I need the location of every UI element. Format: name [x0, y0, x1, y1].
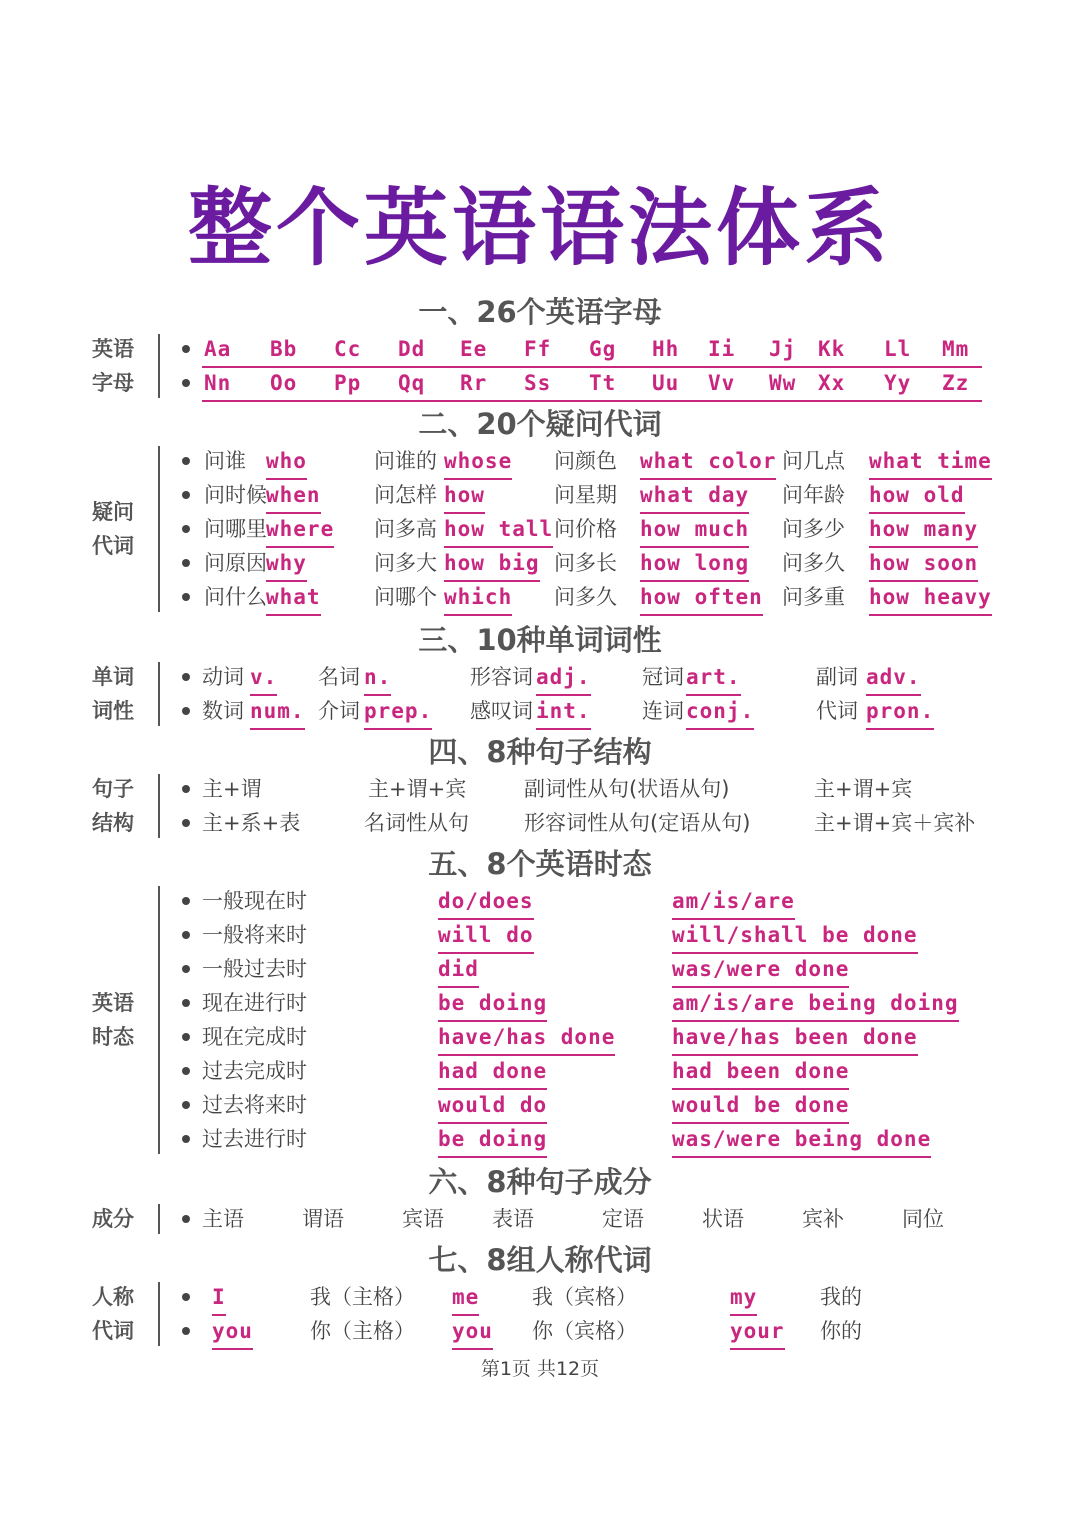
structure-item: 副词性从句(状语从句) — [524, 777, 730, 801]
section-divider — [158, 774, 160, 838]
structure-item: 主+谓 — [202, 777, 262, 801]
pronoun-english: your — [730, 1314, 785, 1350]
bullet-icon — [182, 457, 190, 465]
list-item — [182, 772, 1002, 806]
tense-passive: was/were being done — [672, 1122, 931, 1158]
letter-pair: Tt — [589, 371, 617, 395]
term-label: 问颜色 — [554, 449, 617, 473]
list-item — [182, 1314, 1002, 1348]
term-english: how many — [869, 512, 978, 548]
section-heading: 七、8组人称代词 — [428, 1243, 652, 1277]
letter-pair: Ss — [524, 371, 552, 395]
term-label: 问价格 — [554, 517, 617, 541]
letter-pair: Gg — [589, 337, 617, 361]
section-label: 英语 — [92, 337, 134, 361]
list-item — [182, 332, 1002, 366]
letter-pair: Cc — [334, 337, 362, 361]
letter-pair: Dd — [398, 337, 426, 361]
tense-passive: had been done — [672, 1054, 849, 1090]
structure-item: 主+谓+宾＋宾补 — [814, 811, 976, 835]
term-english: art. — [686, 660, 741, 696]
term-label: 问几点 — [782, 449, 845, 473]
list-item — [182, 546, 1002, 580]
section-label: 结构 — [92, 811, 134, 835]
list-item — [182, 1054, 1002, 1088]
letter-pair: Qq — [398, 371, 426, 395]
sentence-component: 表语 — [492, 1207, 534, 1231]
term-label: 问哪里 — [204, 517, 267, 541]
sentence-component: 同位 — [902, 1207, 944, 1231]
section-label: 英语 — [92, 991, 134, 1015]
letter-pair: Vv — [708, 371, 736, 395]
section-divider — [158, 334, 160, 398]
term-english: prep. — [364, 694, 432, 730]
term-label: 问多少 — [782, 517, 845, 541]
list-item — [182, 366, 1002, 400]
term-label: 问时候 — [204, 483, 267, 507]
tense-passive: was/were done — [672, 952, 849, 988]
structure-item: 名词性从句 — [364, 811, 469, 835]
section-heading: 一、26个英语字母 — [418, 295, 662, 329]
list-item — [182, 1280, 1002, 1314]
letter-pair: Zz — [942, 371, 970, 395]
pronoun-meaning: 我的 — [820, 1285, 862, 1309]
section-divider — [158, 886, 160, 1154]
sentence-component: 定语 — [602, 1207, 644, 1231]
section-heading: 四、8种句子结构 — [428, 735, 652, 769]
section-heading: 六、8种句子成分 — [428, 1165, 652, 1199]
bullet-icon — [182, 999, 190, 1007]
bullet-icon — [182, 345, 190, 353]
term-english: how much — [640, 512, 749, 548]
pronoun-meaning: 我（主格） — [310, 1285, 415, 1309]
tense-active: had done — [438, 1054, 547, 1090]
term-english: what — [266, 580, 321, 616]
tense-name: 过去将来时 — [202, 1093, 307, 1117]
section-label: 时态 — [92, 1025, 134, 1049]
bullet-icon — [182, 819, 190, 827]
term-label: 副词 — [816, 665, 858, 689]
list-item — [182, 884, 1002, 918]
bullet-icon — [182, 491, 190, 499]
term-english: where — [266, 512, 334, 548]
term-english: conj. — [686, 694, 754, 730]
term-english: adv. — [866, 660, 921, 696]
term-label: 问多久 — [782, 551, 845, 575]
list-item — [182, 806, 1002, 840]
pronoun-meaning: 你（主格） — [310, 1319, 415, 1343]
term-label: 问多高 — [374, 517, 437, 541]
term-english: how old — [869, 478, 965, 514]
term-label: 介词 — [318, 699, 360, 723]
term-english: why — [266, 546, 307, 582]
bullet-icon — [182, 965, 190, 973]
letter-pair: Aa — [204, 337, 232, 361]
letter-pair: Nn — [204, 371, 232, 395]
section-label: 单词 — [92, 665, 134, 689]
letter-pair: Rr — [460, 371, 488, 395]
letter-pair: Ff — [524, 337, 552, 361]
pronoun-english: I — [212, 1280, 226, 1316]
term-label: 问年龄 — [782, 483, 845, 507]
tense-passive: am/is/are — [672, 884, 795, 920]
tense-name: 一般现在时 — [202, 889, 307, 913]
section-label: 代词 — [92, 534, 134, 558]
section-heading: 五、8个英语时态 — [428, 847, 652, 881]
letter-pair: Yy — [884, 371, 912, 395]
term-english: how heavy — [869, 580, 992, 616]
tense-active: be doing — [438, 1122, 547, 1158]
term-english: n. — [364, 660, 391, 696]
structure-item: 主+系+表 — [202, 811, 301, 835]
section-divider — [158, 1204, 160, 1234]
list-item — [182, 512, 1002, 546]
section-label: 人称 — [92, 1285, 134, 1309]
letter-pair: Oo — [270, 371, 298, 395]
term-english: which — [444, 580, 512, 616]
structure-item: 主+谓+宾 — [368, 777, 467, 801]
term-label: 问哪个 — [374, 585, 437, 609]
list-item — [182, 444, 1002, 478]
letter-pair: Kk — [818, 337, 846, 361]
term-label: 问星期 — [554, 483, 617, 507]
letter-pair: Ii — [708, 337, 736, 361]
section-label: 代词 — [92, 1319, 134, 1343]
term-label: 数词 — [202, 699, 244, 723]
term-english: when — [266, 478, 321, 514]
tense-name: 现在完成时 — [202, 1025, 307, 1049]
bullet-icon — [182, 897, 190, 905]
section-label: 字母 — [92, 371, 134, 395]
structure-item: 形容词性从句(定语从句) — [524, 811, 751, 835]
list-item — [182, 1122, 1002, 1156]
letter-pair: Ee — [460, 337, 488, 361]
list-item — [182, 986, 1002, 1020]
letter-pair: Jj — [769, 337, 797, 361]
term-label: 问多大 — [374, 551, 437, 575]
term-label: 名词 — [318, 665, 360, 689]
term-label: 代词 — [816, 699, 858, 723]
term-english: what day — [640, 478, 749, 514]
term-label: 问怎样 — [374, 483, 437, 507]
list-item — [182, 952, 1002, 986]
term-label: 问什么 — [204, 585, 267, 609]
tense-passive: would be done — [672, 1088, 849, 1124]
tense-name: 一般过去时 — [202, 957, 307, 981]
term-label: 冠词 — [642, 665, 684, 689]
pronoun-english: you — [452, 1314, 493, 1350]
letter-pair: Pp — [334, 371, 362, 395]
pronoun-meaning: 我（宾格） — [532, 1285, 637, 1309]
list-item — [182, 918, 1002, 952]
tense-passive: am/is/are being doing — [672, 986, 959, 1022]
bullet-icon — [182, 707, 190, 715]
section-label: 成分 — [92, 1207, 134, 1231]
tense-passive: have/has been done — [672, 1020, 918, 1056]
letter-pair: Hh — [652, 337, 680, 361]
tense-name: 现在进行时 — [202, 991, 307, 1015]
letter-pair: Ww — [769, 371, 797, 395]
bullet-icon — [182, 1293, 190, 1301]
term-english: how soon — [869, 546, 978, 582]
bullet-icon — [182, 1135, 190, 1143]
sentence-component: 谓语 — [302, 1207, 344, 1231]
term-english: int. — [536, 694, 591, 730]
page-footer: 第1页 共12页 — [480, 1358, 600, 1380]
bullet-icon — [182, 1327, 190, 1335]
term-english: adj. — [536, 660, 591, 696]
tense-active: do/does — [438, 884, 534, 920]
pronoun-english: me — [452, 1280, 479, 1316]
term-english: pron. — [866, 694, 934, 730]
tense-active: will do — [438, 918, 534, 954]
tense-active: be doing — [438, 986, 547, 1022]
section-divider — [158, 662, 160, 726]
term-english: how long — [640, 546, 749, 582]
list-item — [182, 1202, 1002, 1236]
tense-active: did — [438, 952, 479, 988]
tense-active: have/has done — [438, 1020, 615, 1056]
bullet-icon — [182, 593, 190, 601]
list-item — [182, 694, 1002, 728]
section-label: 句子 — [92, 777, 134, 801]
term-label: 感叹词 — [470, 699, 533, 723]
pronoun-meaning: 你（宾格） — [532, 1319, 637, 1343]
term-label: 问多长 — [554, 551, 617, 575]
list-item — [182, 1088, 1002, 1122]
sentence-component: 状语 — [702, 1207, 744, 1231]
list-item — [182, 660, 1002, 694]
structure-item: 主+谓+宾 — [814, 777, 913, 801]
sentence-component: 宾补 — [802, 1207, 844, 1231]
tense-active: would do — [438, 1088, 547, 1124]
tense-name: 过去完成时 — [202, 1059, 307, 1083]
term-english: v. — [250, 660, 277, 696]
term-english: what time — [869, 444, 992, 480]
bullet-icon — [182, 1215, 190, 1223]
letter-pair: Xx — [818, 371, 846, 395]
letter-pair: Mm — [942, 337, 970, 361]
section-heading: 三、10种单词词性 — [418, 623, 662, 657]
letter-pair: Bb — [270, 337, 298, 361]
bullet-icon — [182, 525, 190, 533]
pronoun-english: you — [212, 1314, 253, 1350]
term-label: 形容词 — [470, 665, 533, 689]
section-divider — [158, 1282, 160, 1346]
term-english: what color — [640, 444, 776, 480]
term-english: num. — [250, 694, 305, 730]
term-english: how often — [640, 580, 763, 616]
term-label: 问多重 — [782, 585, 845, 609]
bullet-icon — [182, 1033, 190, 1041]
term-label: 问谁的 — [374, 449, 437, 473]
bullet-icon — [182, 1067, 190, 1075]
term-label: 连词 — [642, 699, 684, 723]
list-item — [182, 478, 1002, 512]
term-label: 问谁 — [204, 449, 246, 473]
bullet-icon — [182, 673, 190, 681]
page-title: 整个英语语法体系 — [187, 179, 892, 277]
tense-passive: will/shall be done — [672, 918, 918, 954]
section-label: 疑问 — [92, 500, 134, 524]
tense-name: 一般将来时 — [202, 923, 307, 947]
term-english: whose — [444, 444, 512, 480]
section-heading: 二、20个疑问代词 — [418, 407, 662, 441]
term-label: 问原因 — [204, 551, 267, 575]
tense-name: 过去进行时 — [202, 1127, 307, 1151]
term-label: 问多久 — [554, 585, 617, 609]
bullet-icon — [182, 559, 190, 567]
pronoun-english: my — [730, 1280, 757, 1316]
letter-pair: Uu — [652, 371, 680, 395]
list-item — [182, 580, 1002, 614]
list-item — [182, 1020, 1002, 1054]
bullet-icon — [182, 785, 190, 793]
term-english: how big — [444, 546, 540, 582]
pronoun-meaning: 你的 — [820, 1319, 862, 1343]
bullet-icon — [182, 931, 190, 939]
term-english: who — [266, 444, 307, 480]
letter-pair: Ll — [884, 337, 912, 361]
section-label: 词性 — [92, 699, 134, 723]
sentence-component: 宾语 — [402, 1207, 444, 1231]
bullet-icon — [182, 379, 190, 387]
term-english: how tall — [444, 512, 553, 548]
bullet-icon — [182, 1101, 190, 1109]
section-divider — [158, 446, 160, 612]
term-label: 动词 — [202, 665, 244, 689]
term-english: how — [444, 478, 485, 514]
sentence-component: 主语 — [202, 1207, 244, 1231]
